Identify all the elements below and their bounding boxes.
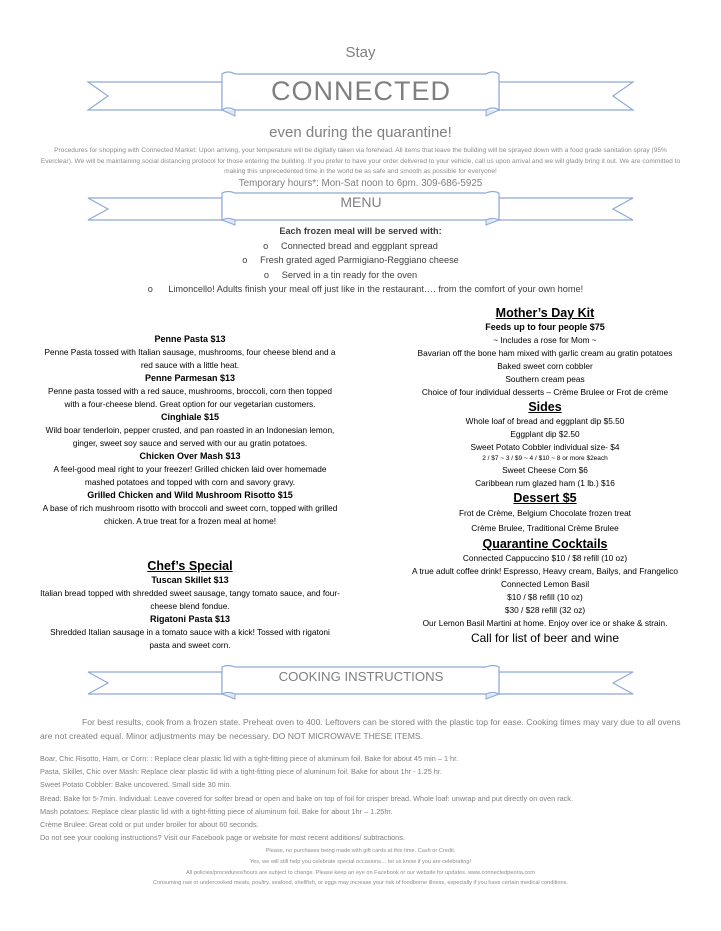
mothers-day-line: Choice of four individual desserts – Crème Brulee or Frot de crème [421,387,669,397]
shopping-procedures: Procedures for shopping with Connected Market: Upon arriving, your temperature will be digitally taken via forehead. All items that leave the building will be sprayed down with a food grade sanitation spray (95% Everclear). We will be maintaining social distancing protocol for those entering the building. If you prefer to have your order delivered to your vehicle, call us upon arrival and we will gladly bring it out. We are committed to making this unprecedented time in the world be as safe and smooth as possible for everyone! [40,147,681,175]
dessert-title: Dessert $5 [513,491,577,505]
served-with-section [0,224,721,297]
mothers-day-feeds: Feeds up to four people $75 [485,322,605,332]
menu-title: MENU [340,194,382,210]
cocktails-line: $10 / $8 refill (10 oz) [507,592,583,602]
bullet-icon: o [263,269,269,280]
item-name: Chicken Over Mash $13 [139,451,241,461]
frozen-meals-list [40,333,340,528]
cooking-intro: For best results, cook from a frozen state. Preheat oven to 400. Leftovers can be stored with the plastic top for ease. Cooking times may vary due to all ovens are not created equal. Minor adjustments may be necessary. DO NOT MICROWAVE THESE ITEMS. [40,717,681,741]
item-name: Penne Parmesan $13 [144,373,236,383]
temporary-hours: Temporary hours*: Mon-Sat noon to 6pm. 309-686-5925 [238,178,483,189]
item-desc: Italian bread topped with shredded sweet sausage, tangy tomato sauce, and four-cheese blend fondue. [40,588,340,611]
item-desc: Penne pasta tossed with a red sauce, mushrooms, broccoli, corn then topped with a four-cheese blend. Great option for our vegetarian customers. [47,386,333,409]
cooking-title: COOKING INSTRUCTIONS [278,669,444,684]
sides-line: Sweet Cheese Corn $6 [502,465,588,475]
cooking-line: Bread: Bake for 5-7min. Individual: Leave covered for softer bread or open and bake on top of foil for crisper bread. Whole loaf: unwrap and put directly on oven rack. [40,793,573,803]
item-desc: A feel-good meal right to your freezer! Grilled chicken laid over homemade mashed potatoes and topped with corn and savory gravy. [53,464,327,487]
item-name: Penne Pasta $13 [154,334,226,344]
item-name: Grilled Chicken and Wild Mushroom Risotto $15 [87,490,293,500]
sides-line: Sweet Potato Cobbler individual size- $4 [470,442,620,452]
cocktails-title: Quarantine Cocktails [482,537,608,551]
chefs-special-title: Chef’s Special [147,559,233,573]
sides-line: Eggplant dip $2.50 [510,429,580,439]
item-name: Rigatoni Pasta $13 [149,614,231,624]
item-desc: Wild boar tenderloin, pepper crusted, and pan roasted in an Indonesian lemon, ginger, sweet soy sauce and served with our au gratin potatoes. [45,425,335,448]
header-stay: Stay [345,44,376,61]
cooking-line: Pasta, Skillet, Chic over Mash: Replace clear plastic lid with a tight-fitting piece of aluminum foil. Bake for about 1hr - 1.25 hr. [40,767,442,777]
footer-line: Yes, we will still help you celebrate special occasions… let us know if you are celebrating! [249,858,472,865]
bullet-icon: o [263,240,269,251]
cooking-line: Boar, Chic Risotto, Ham, or Corn: : Replace clear plastic lid with a tight-fitting piece of aluminum foil. Bake for about 45 min – 1 hr. [40,754,459,763]
item-desc: Penne Pasta tossed with Italian sausage, mushrooms, four cheese blend and a red sauce with a little heat. [44,347,336,370]
sides-line: Caribbean rum glazed ham (1 lb.) $16 [475,478,615,488]
dessert-line: Frot de Crème, Belgium Chocolate frozen treat [458,508,631,518]
served-with-heading: Each frozen meal will be served with: [279,226,442,236]
cocktails-line: Connected Cappuccino $10 / $8 refill (10 oz) [462,553,628,563]
dessert-line: Crème Brulee, Traditional Crème Brulee [471,523,619,533]
page-title: CONNECTED [270,76,451,106]
sides-title: Sides [528,400,562,414]
cooking-line: Do not see your cooking instructions? Visit our Facebook page or website for most recent additions/ subtractions. [40,833,405,843]
cocktails-line: Connected Lemon Basil [500,579,590,589]
cooking-line: Sweet Potato Cobbler: Bake uncovered. Small side 30 min. [40,780,232,790]
cooking-line: Mash potatoes: Replace clear plastic lid with a tight-fitting piece of aluminum foil. Bake for about 1hr – 1.25hr. [40,806,393,816]
cobbler-pricing: 2 / $7 ~ 3 / $9 ~ 4 / $10 ~ 8 or more $2each [482,455,608,462]
cocktails-line: Our Lemon Basil Martini at home. Enjoy over ice or shake & strain. [422,618,668,628]
header-subtitle: even during the quarantine! [269,124,452,141]
call-beer-wine: Call for list of beer and wine [470,631,620,645]
footer-line: All policies/procedures/hours are subject to change. Please keep an eye on Facebook or our website for updates. www.connectedpeoria.com [186,869,535,876]
mothers-day-title: Mother’s Day Kit [495,306,595,320]
served-item: o Fresh grated aged Parmigiano-Reggiano cheese [242,255,459,266]
mothers-day-line: Southern cream peas [505,374,585,384]
bullet-icon: o [242,255,248,266]
served-item: o Served in a tin ready for the oven [263,269,418,280]
sides-line: Whole loaf of bread and eggplant dip $5.50 [465,416,625,426]
mothers-day-line: Baked sweet corn cobbler [497,361,593,371]
chefs-special-section [40,558,340,652]
cocktails-line: A true adult coffee drink! Espresso, Heavy cream, Bailys, and Frangelico [412,566,678,576]
served-item: o Limoncello! Adults finish your meal off just like in the restaurant…. from the comfort of your own home! [147,284,584,295]
footer-line: Consuming raw or undercooked meats, poultry, seafood, shellfish, or eggs may increase your risk of foodborne illness, especially if you have certain medical conditions. [153,880,568,887]
mothers-day-line: Bavarian off the bone ham mixed with garlic cream au gratin potatoes [417,348,673,358]
footer-line: Please, no purchases being made with gift cards at this time. Cash or Credit. [265,848,456,854]
item-name: Tuscan Skillet $13 [151,575,229,585]
item-name: Cinghiale $15 [160,412,220,422]
served-item: o Connected bread and eggplant spread [263,240,438,251]
item-desc: A base of rich mushroom risotto with broccoli and sweet corn, topped with grilled chicken. A true treat for a frozen meal at home! [42,503,338,526]
footer-notes [0,846,721,889]
cocktails-line: $30 / $28 refill (32 oz) [504,605,586,615]
cooking-line: Crème Brulee: Great cold or put under broiler for about 60 seconds. [40,820,259,830]
bullet-icon: o [147,284,153,295]
cooking-instructions-list [40,752,700,844]
item-desc: Shredded Italian sausage in a tomato sauce with a kick! Tossed with rigatoni pasta and sweet corn. [50,627,330,650]
mothers-day-line: ~ Includes a rose for Mom ~ [493,335,597,345]
right-column [390,305,700,646]
